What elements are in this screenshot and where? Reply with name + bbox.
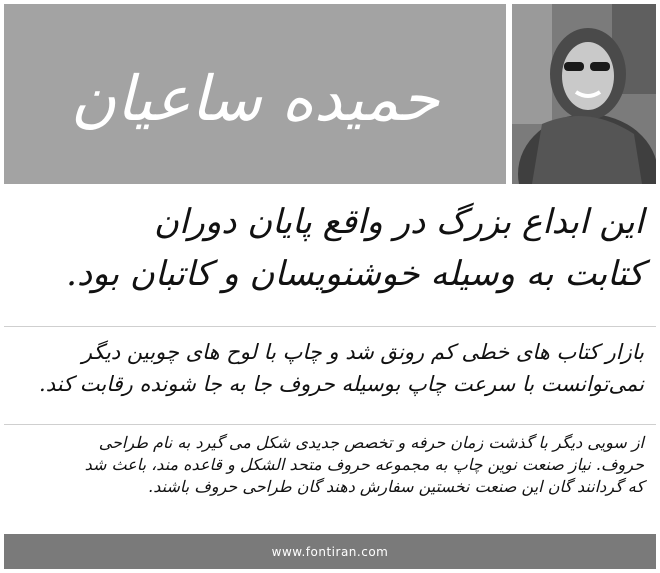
- headline-line-1: این ابداع بزرگ در واقع پایان دوران: [154, 202, 644, 242]
- paragraph-2-line-2: حروف. نیاز صنعت نوین چاپ به مجموعه حروف متحد الشکل و قاعده مند، باعث شد: [84, 455, 644, 474]
- footer-bar: [4, 534, 656, 569]
- paragraph-1-line-2: نمی‌توانست با سرعت چاپ بوسیله حروف جا به جا شونده رقابت کند.: [39, 372, 644, 396]
- paragraph-1-line-1: بازار کتاب های خطی کم رونق شد و چاپ با لوح های چوبین دیگر: [81, 340, 644, 364]
- headline: [20, 196, 644, 316]
- banner-title: حمیده ساعیان: [70, 61, 440, 135]
- headline-line-2: کتابت به وسیله خوشنویسان و کاتبان بود.: [66, 254, 644, 294]
- title-banner: [4, 4, 506, 184]
- footer-url[interactable]: www.fontiran.com: [271, 544, 389, 559]
- paragraph-2-line-3: که گردانند گان این صنعت نخستین سفارش دهند گان طراحی حروف باشند.: [148, 477, 644, 496]
- paragraph-2: [14, 432, 644, 528]
- paragraph-2-line-1: از سویی دیگر با گذشت زمان حرفه و تخصص جدیدی شکل می گیرد به نام طراحی: [98, 433, 644, 452]
- portrait-photo: [512, 4, 656, 184]
- paragraph-1: [14, 336, 644, 416]
- divider: [4, 424, 656, 425]
- divider: [4, 326, 656, 327]
- portrait-photo-icon: [512, 4, 656, 184]
